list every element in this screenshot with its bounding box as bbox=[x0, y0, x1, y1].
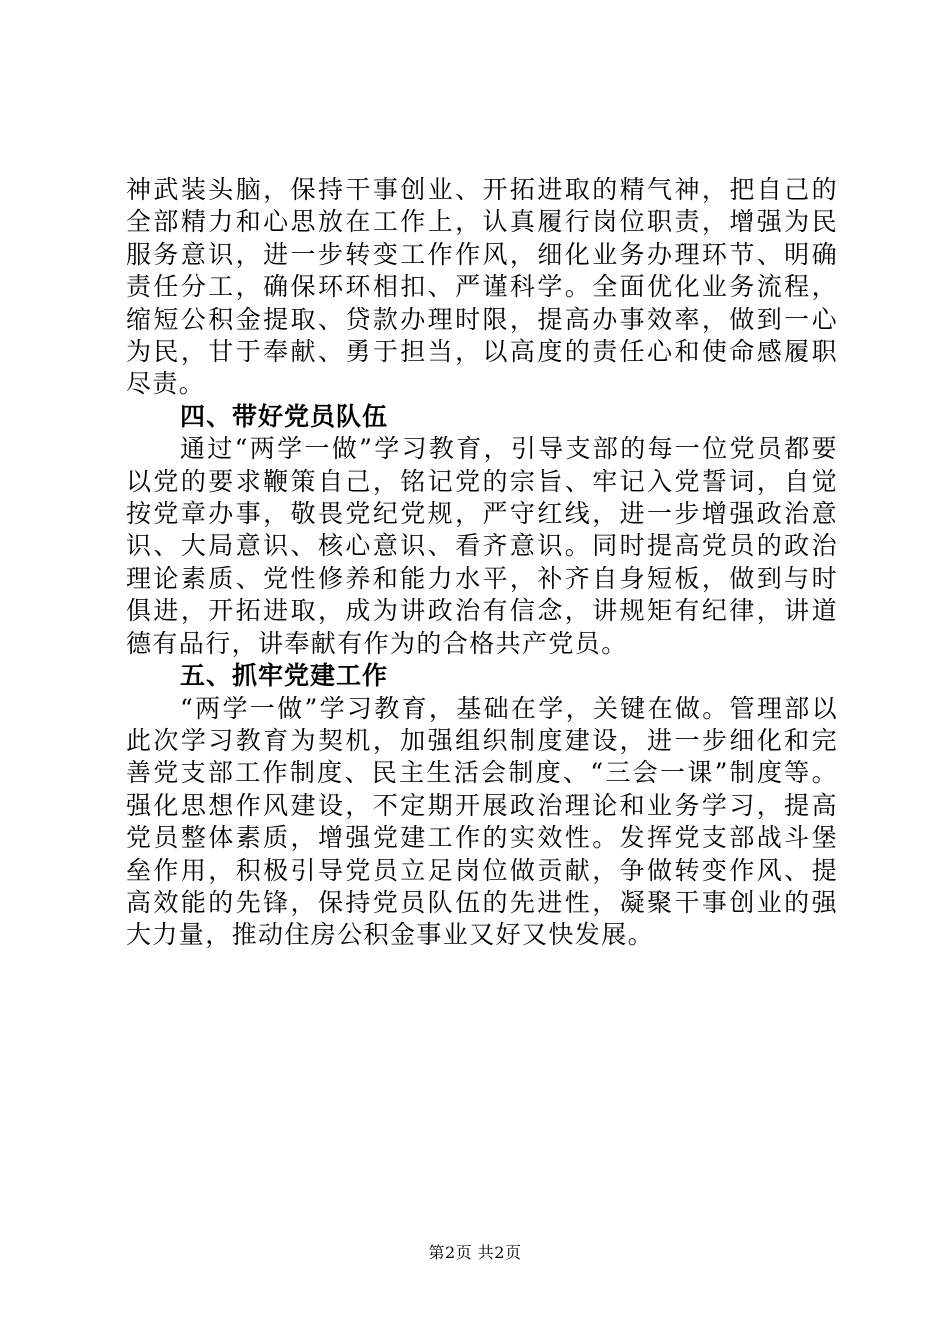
paragraph-continuation: 神武装头脑，保持干事创业、开拓进取的精气神，把自己的全部精力和心思放在工作上，认真履行岗位职责，增强为民服务意识，进一步转变工作作风，细化业务办理环节、明确责任分工，确保环环相扣、严谨科学。全面优化业务流程，缩短公积金提取、贷款办理时限，提高办事效率，做到一心为民，甘于奉献、勇于担当，以高度的责任心和使命感履职尽责。 bbox=[126, 175, 838, 399]
page-number-footer: 第2页 共2页 bbox=[428, 1243, 522, 1262]
section-heading-4: 四、带好党员队伍 bbox=[180, 401, 389, 431]
section-heading-5: 五、抓牢党建工作 bbox=[180, 661, 389, 691]
paragraph-party-building: “两学一做”学习教育，基础在学，关键在做。管理部以此次学习教育为契机，加强组织制度建设，进一步细化和完善党支部工作制度、民主生活会制度、“三会一课”制度等。强化思想作风建设，不定期开展政治理论和业务学习，提高党员整体素质，增强党建工作的实效性。发挥党支部战斗堡垒作用，积极引导党员立足岗位做贡献，争做转变作风、提高效能的先锋，保持党员队伍的先进性，凝聚干事创业的强大力量，推动住房公积金事业又好又快发展。 bbox=[126, 693, 838, 950]
document-body bbox=[126, 174, 838, 952]
paragraph-party-members: 通过“两学一做”学习教育，引导支部的每一位党员都要以党的要求鞭策自己，铭记党的宗旨、牢记入党誓词，自觉按党章办事，敬畏党纪党规，严守红线，进一步增强政治意识、大局意识、核心意识、看齐意识。同时提高党员的政治理论素质、党性修养和能力水平，补齐自身短板，做到与时俱进，开拓进取，成为讲政治有信念，讲规矩有纪律，讲道德有品行，讲奉献有作为的合格共产党员。 bbox=[126, 434, 838, 658]
